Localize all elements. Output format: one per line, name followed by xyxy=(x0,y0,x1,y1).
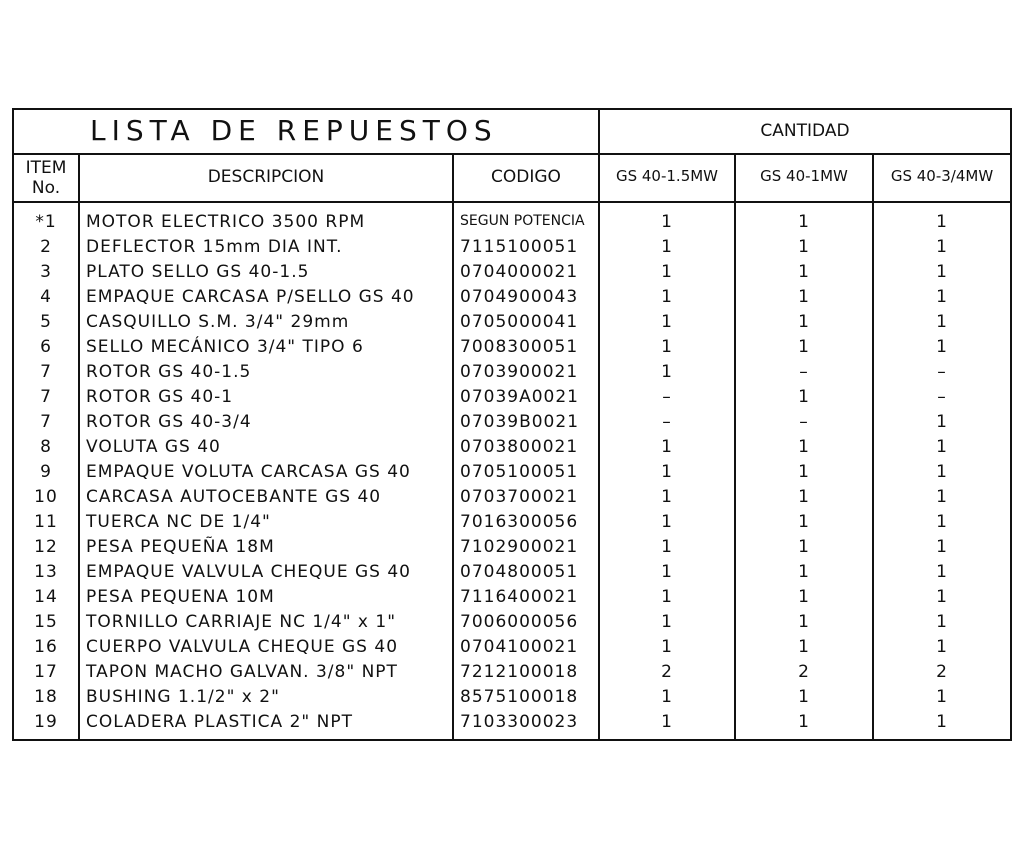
item-number: 15 xyxy=(34,612,58,632)
part-code: 07039B0021 xyxy=(460,412,580,432)
table-bottom-border xyxy=(12,739,1012,741)
qty-gs40-1-5mw: 1 xyxy=(661,362,673,382)
qty-gs40-1-5mw: 1 xyxy=(661,312,673,332)
qty-gs40-1mw: 1 xyxy=(798,437,810,457)
part-description: CASQUILLO S.M. 3/4" 29mm xyxy=(86,312,350,332)
qty-gs40-1-5mw: 1 xyxy=(661,337,673,357)
qty-gs40-1-5mw: 1 xyxy=(661,237,673,257)
item-number: 7 xyxy=(40,362,52,382)
item-number: *1 xyxy=(35,212,57,232)
qty-gs40-1mw: 1 xyxy=(798,312,810,332)
part-code: 7103300023 xyxy=(460,712,579,732)
description-column-divider xyxy=(452,153,454,741)
qty-gs40-3-4mw: 1 xyxy=(936,412,948,432)
qty-gs40-3-4mw: 1 xyxy=(936,262,948,282)
qty-gs40-3-4mw: 1 xyxy=(936,487,948,507)
qty-gs40-3-4mw: 1 xyxy=(936,512,948,532)
part-code: 0705000041 xyxy=(460,312,579,332)
qty-gs40-3-4mw: 1 xyxy=(936,287,948,307)
qty-gs40-1-5mw: 1 xyxy=(661,487,673,507)
qty-gs40-1mw: 1 xyxy=(798,337,810,357)
qty-gs40-1-5mw: 1 xyxy=(661,637,673,657)
qty-gs40-1-5mw: 2 xyxy=(661,662,673,682)
qty-gs40-1-5mw: 1 xyxy=(661,687,673,707)
part-description: SELLO MECÁNICO 3/4" TIPO 6 xyxy=(86,337,364,357)
qty-gs40-1-5mw: – xyxy=(662,412,672,432)
part-description: MOTOR ELECTRICO 3500 RPM xyxy=(86,212,366,232)
part-description: ROTOR GS 40-1 xyxy=(86,387,234,407)
item-number: 7 xyxy=(40,412,52,432)
code-header: CODIGO xyxy=(491,167,561,187)
item-number: 5 xyxy=(40,312,52,332)
header-divider xyxy=(12,201,1012,203)
qty-gs40-1-5mw: – xyxy=(662,387,672,407)
qty-gs40-3-4mw: 1 xyxy=(936,587,948,607)
part-description: TORNILLO CARRIAJE NC 1/4" x 1" xyxy=(86,612,397,632)
qty-gs40-1mw: 1 xyxy=(798,712,810,732)
qty-gs40-3-4mw: 1 xyxy=(936,687,948,707)
qty-gs40-1-5mw: 1 xyxy=(661,712,673,732)
item-number: 14 xyxy=(34,587,58,607)
qty-gs40-1-5mw: 1 xyxy=(661,562,673,582)
qty-gs40-1mw: 2 xyxy=(798,662,810,682)
parts-list-table xyxy=(12,108,1012,741)
qty-gs40-3-4mw: 1 xyxy=(936,712,948,732)
qty-gs40-1mw: 1 xyxy=(798,237,810,257)
part-description: CARCASA AUTOCEBANTE GS 40 xyxy=(86,487,382,507)
title-divider xyxy=(12,153,1012,155)
part-code: 7016300056 xyxy=(460,512,579,532)
qty-gs40-1mw: 1 xyxy=(798,587,810,607)
item-number: 8 xyxy=(40,437,52,457)
item-number: 11 xyxy=(34,512,58,532)
qty-gs40-3-4mw: 1 xyxy=(936,637,948,657)
item-header: ITEM xyxy=(25,158,67,178)
part-description: PESA PEQUENA 10M xyxy=(86,587,275,607)
qty-gs40-3-4mw: – xyxy=(937,362,947,382)
part-description: TUERCA NC DE 1/4" xyxy=(86,512,271,532)
qty-gs40-1mw: 1 xyxy=(798,212,810,232)
part-description: EMPAQUE VOLUTA CARCASA GS 40 xyxy=(86,462,411,482)
qty-gs40-1mw: 1 xyxy=(798,262,810,282)
qty-gs40-1-5mw: 1 xyxy=(661,262,673,282)
qty-gs40-1mw: 1 xyxy=(798,387,810,407)
qty-gs40-3-4mw: 1 xyxy=(936,337,948,357)
qty-gs40-1-5mw: 1 xyxy=(661,212,673,232)
cantidad-header: CANTIDAD xyxy=(760,121,850,141)
table-title: LISTA DE REPUESTOS xyxy=(90,114,498,147)
qty-gs40-1-5mw: 1 xyxy=(661,587,673,607)
part-code: 0703800021 xyxy=(460,437,579,457)
part-description: ROTOR GS 40-3/4 xyxy=(86,412,252,432)
qty-gs40-1mw: 1 xyxy=(798,562,810,582)
item-number: 3 xyxy=(40,262,52,282)
part-code: 7008300051 xyxy=(460,337,579,357)
part-code: 7006000056 xyxy=(460,612,579,632)
qty-gs40-3-4mw: 1 xyxy=(936,537,948,557)
qty-gs40-3-4mw: 1 xyxy=(936,212,948,232)
qty-gs40-1mw: 1 xyxy=(798,462,810,482)
qty-gs40-1-5mw: 1 xyxy=(661,437,673,457)
qty-gs40-1-5mw: 1 xyxy=(661,612,673,632)
item-number: 6 xyxy=(40,337,52,357)
table-top-border xyxy=(12,108,1012,110)
part-code: 0704900043 xyxy=(460,287,579,307)
part-code: 7115100051 xyxy=(460,237,579,257)
qty-gs40-3-4mw: 1 xyxy=(936,612,948,632)
model-header-gs40-3-4mw: GS 40-3/4MW xyxy=(890,167,994,185)
description-header: DESCRIPCION xyxy=(207,167,325,187)
part-description: TAPON MACHO GALVAN. 3/8" NPT xyxy=(86,662,398,682)
item-number: 19 xyxy=(34,712,58,732)
qty-gs40-3-4mw: 1 xyxy=(936,562,948,582)
item-number: 7 xyxy=(40,387,52,407)
item-number: 9 xyxy=(40,462,52,482)
part-code: 0705100051 xyxy=(460,462,579,482)
part-description: PLATO SELLO GS 40-1.5 xyxy=(86,262,310,282)
qty-gs40-1mw: 1 xyxy=(798,637,810,657)
part-code: 7212100018 xyxy=(460,662,579,682)
qty-gs40-1-5mw: 1 xyxy=(661,512,673,532)
qty-gs40-1mw: – xyxy=(799,362,809,382)
part-description: COLADERA PLASTICA 2" NPT xyxy=(86,712,353,732)
qty-gs40-1mw: 1 xyxy=(798,512,810,532)
model-header-gs40-1-5mw: GS 40-1.5MW xyxy=(615,167,719,185)
part-description: BUSHING 1.1/2" x 2" xyxy=(86,687,280,707)
item-number: 12 xyxy=(34,537,58,557)
part-description: CUERPO VALVULA CHEQUE GS 40 xyxy=(86,637,399,657)
item-number: 10 xyxy=(34,487,58,507)
qty-gs40-3-4mw: 2 xyxy=(936,662,948,682)
qty-gs40-1-5mw: 1 xyxy=(661,287,673,307)
part-code: 7116400021 xyxy=(460,587,579,607)
part-description: DEFLECTOR 15mm DIA INT. xyxy=(86,237,343,257)
part-description: VOLUTA GS 40 xyxy=(86,437,221,457)
qty-gs40-3-4mw: 1 xyxy=(936,312,948,332)
part-description: ROTOR GS 40-1.5 xyxy=(86,362,252,382)
part-code: 7102900021 xyxy=(460,537,579,557)
item-column-divider xyxy=(78,153,80,741)
qty-gs40-3-4mw: – xyxy=(937,387,947,407)
qty-gs40-1mw: – xyxy=(799,412,809,432)
item-number: 18 xyxy=(34,687,58,707)
part-code: 07039A0021 xyxy=(460,387,579,407)
qty-gs40-3-4mw: 1 xyxy=(936,437,948,457)
part-code: 8575100018 xyxy=(460,687,579,707)
qty-gs40-1-5mw: 1 xyxy=(661,537,673,557)
item-number: 4 xyxy=(40,287,52,307)
part-code: 0704000021 xyxy=(460,262,579,282)
item-number: 16 xyxy=(34,637,58,657)
part-description: EMPAQUE VALVULA CHEQUE GS 40 xyxy=(86,562,411,582)
part-description: PESA PEQUEÑA 18M xyxy=(86,537,275,557)
no-header: No. xyxy=(31,178,61,198)
item-number: 2 xyxy=(40,237,52,257)
part-code: 0703700021 xyxy=(460,487,579,507)
part-code: SEGUN POTENCIA xyxy=(460,213,585,229)
item-number: 17 xyxy=(34,662,58,682)
qty-gs40-1mw: 1 xyxy=(798,287,810,307)
qty-gs40-1-5mw: 1 xyxy=(661,462,673,482)
qty-gs40-1mw: 1 xyxy=(798,687,810,707)
part-code: 0704800051 xyxy=(460,562,579,582)
qty-gs40-1mw: 1 xyxy=(798,487,810,507)
part-description: EMPAQUE CARCASA P/SELLO GS 40 xyxy=(86,287,415,307)
part-code: 0704100021 xyxy=(460,637,579,657)
qty-gs40-1mw: 1 xyxy=(798,537,810,557)
item-number: 13 xyxy=(34,562,58,582)
qty-gs40-3-4mw: 1 xyxy=(936,462,948,482)
qty-gs40-3-4mw: 1 xyxy=(936,237,948,257)
model-header-gs40-1mw: GS 40-1MW xyxy=(760,167,848,185)
qty-gs40-1mw: 1 xyxy=(798,612,810,632)
part-code: 0703900021 xyxy=(460,362,579,382)
